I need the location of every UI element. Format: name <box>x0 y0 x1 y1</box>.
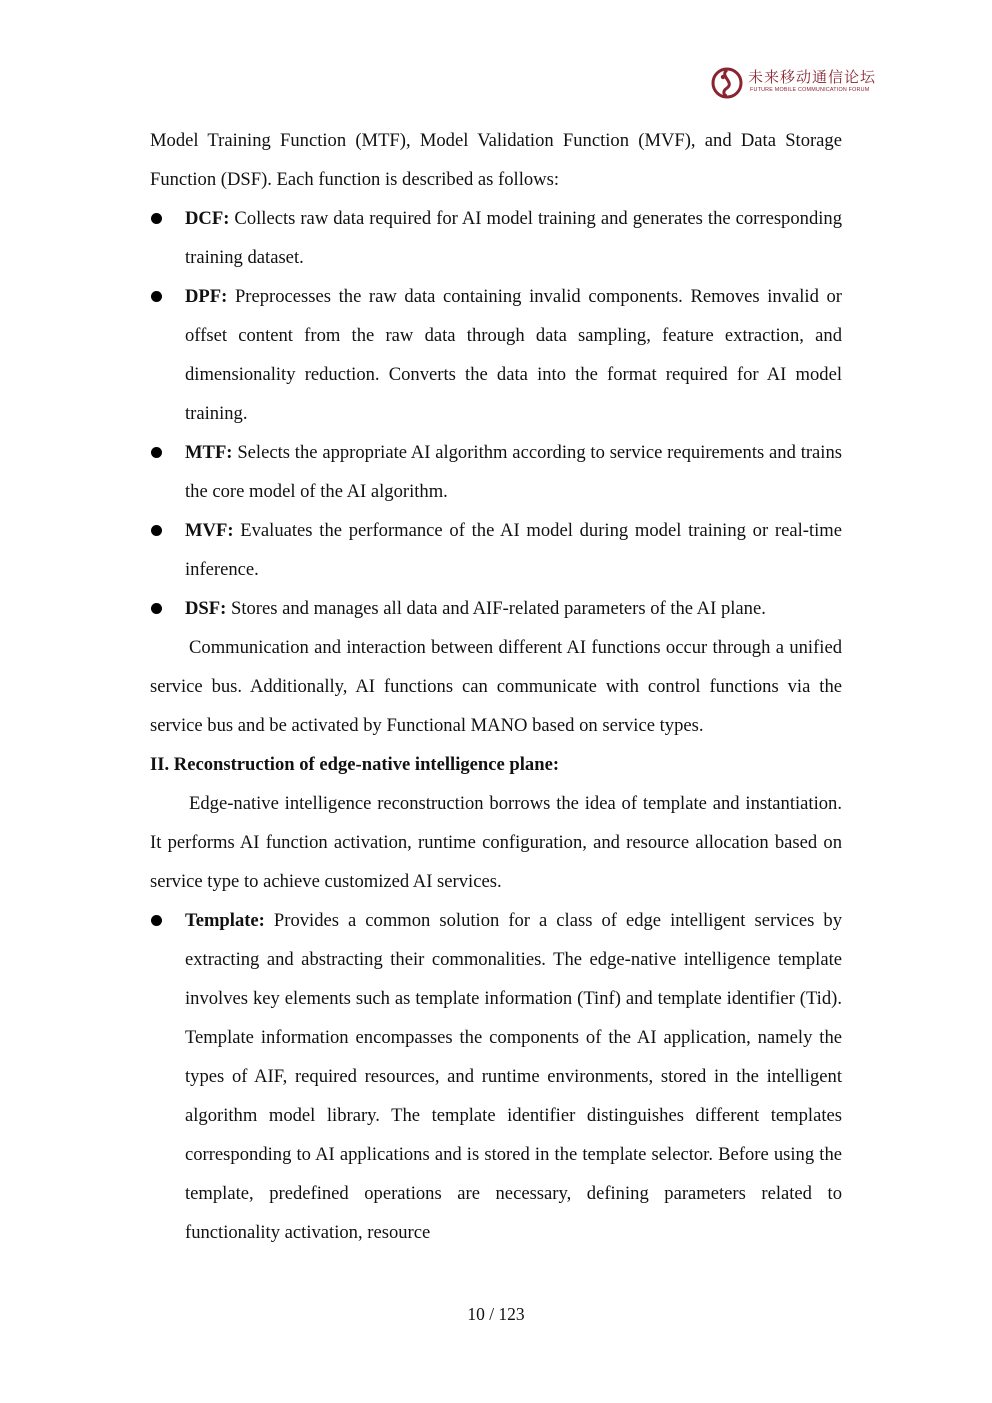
intro-paragraph: Model Training Function (MTF), Model Validation Function (MVF), and Data Storage Function (DSF). Each function is described as follows: <box>150 130 842 190</box>
function-list <box>150 199 842 628</box>
bullet-dot-icon <box>151 915 162 926</box>
list-item-dsf <box>150 589 842 628</box>
section-heading: II. Reconstruction of edge-native intelligence plane: <box>150 754 560 775</box>
list-item-mtf <box>150 433 842 511</box>
communication-paragraph: Communication and interaction between different AI functions occur through a unified service bus. Additionally, AI functions can communicate with control functions via the service bus and be activated by Functional MANO based on service types. <box>150 637 842 736</box>
term-label: DPF: <box>185 286 228 307</box>
term-description: Evaluates the performance of the AI model during model training or real-time inference. <box>185 520 842 580</box>
bullet-dot-icon <box>151 213 162 224</box>
bullet-dot-icon <box>151 447 162 458</box>
forum-logo <box>710 66 880 102</box>
term-description: Stores and manages all data and AIF-related parameters of the AI plane. <box>226 598 766 619</box>
template-list <box>150 901 842 1252</box>
term-label: MTF: <box>185 442 233 463</box>
term-label: MVF: <box>185 520 234 541</box>
logo-english-text: FUTURE MOBILE COMMUNICATION FORUM <box>750 87 870 93</box>
list-item-dcf <box>150 199 842 277</box>
bullet-dot-icon <box>151 291 162 302</box>
term-description: Collects raw data required for AI model training and generates the corresponding training dataset. <box>185 208 842 268</box>
term-description: Selects the appropriate AI algorithm according to service requirements and trains the core model of the AI algorithm. <box>185 442 842 502</box>
list-item-mvf <box>150 511 842 589</box>
forum-emblem-icon <box>710 66 744 100</box>
page-number: 10 / 123 <box>467 1304 525 1324</box>
bullet-dot-icon <box>151 525 162 536</box>
term-label: DSF: <box>185 598 227 619</box>
term-description: Preprocesses the raw data containing invalid components. Removes invalid or offset content from the raw data through data sampling, feature extraction, and dimensionality reduction. Converts the data into the format required for AI model training. <box>185 286 842 424</box>
page-content <box>150 121 842 1252</box>
logo-chinese-text: 未来移动通信论坛 <box>748 68 877 86</box>
section-paragraph: Edge-native intelligence reconstruction borrows the idea of template and instantiation. It performs AI function activation, runtime configuration, and resource allocation based on service type to achieve customized AI services. <box>150 793 842 892</box>
bullet-dot-icon <box>151 603 162 614</box>
list-item-template <box>150 901 842 1252</box>
term-label: DCF: <box>185 208 230 229</box>
term-description: Provides a common solution for a class of edge intelligent services by extracting and abstracting their commonalities. The edge-native intelligence template involves key elements such as template information (Tinf) and template identifier (Tid). Template information encompasses the components of the AI application, namely the types of AIF, required resources, and runtime environments, stored in the intelligent algorithm model library. The template identifier distinguishes different templates corresponding to AI applications and is stored in the template selector. Before using the template, predefined operations are necessary, defining parameters related to functionality activation, resource <box>185 910 842 1243</box>
list-item-dpf <box>150 277 842 433</box>
term-label: Template: <box>185 910 265 931</box>
